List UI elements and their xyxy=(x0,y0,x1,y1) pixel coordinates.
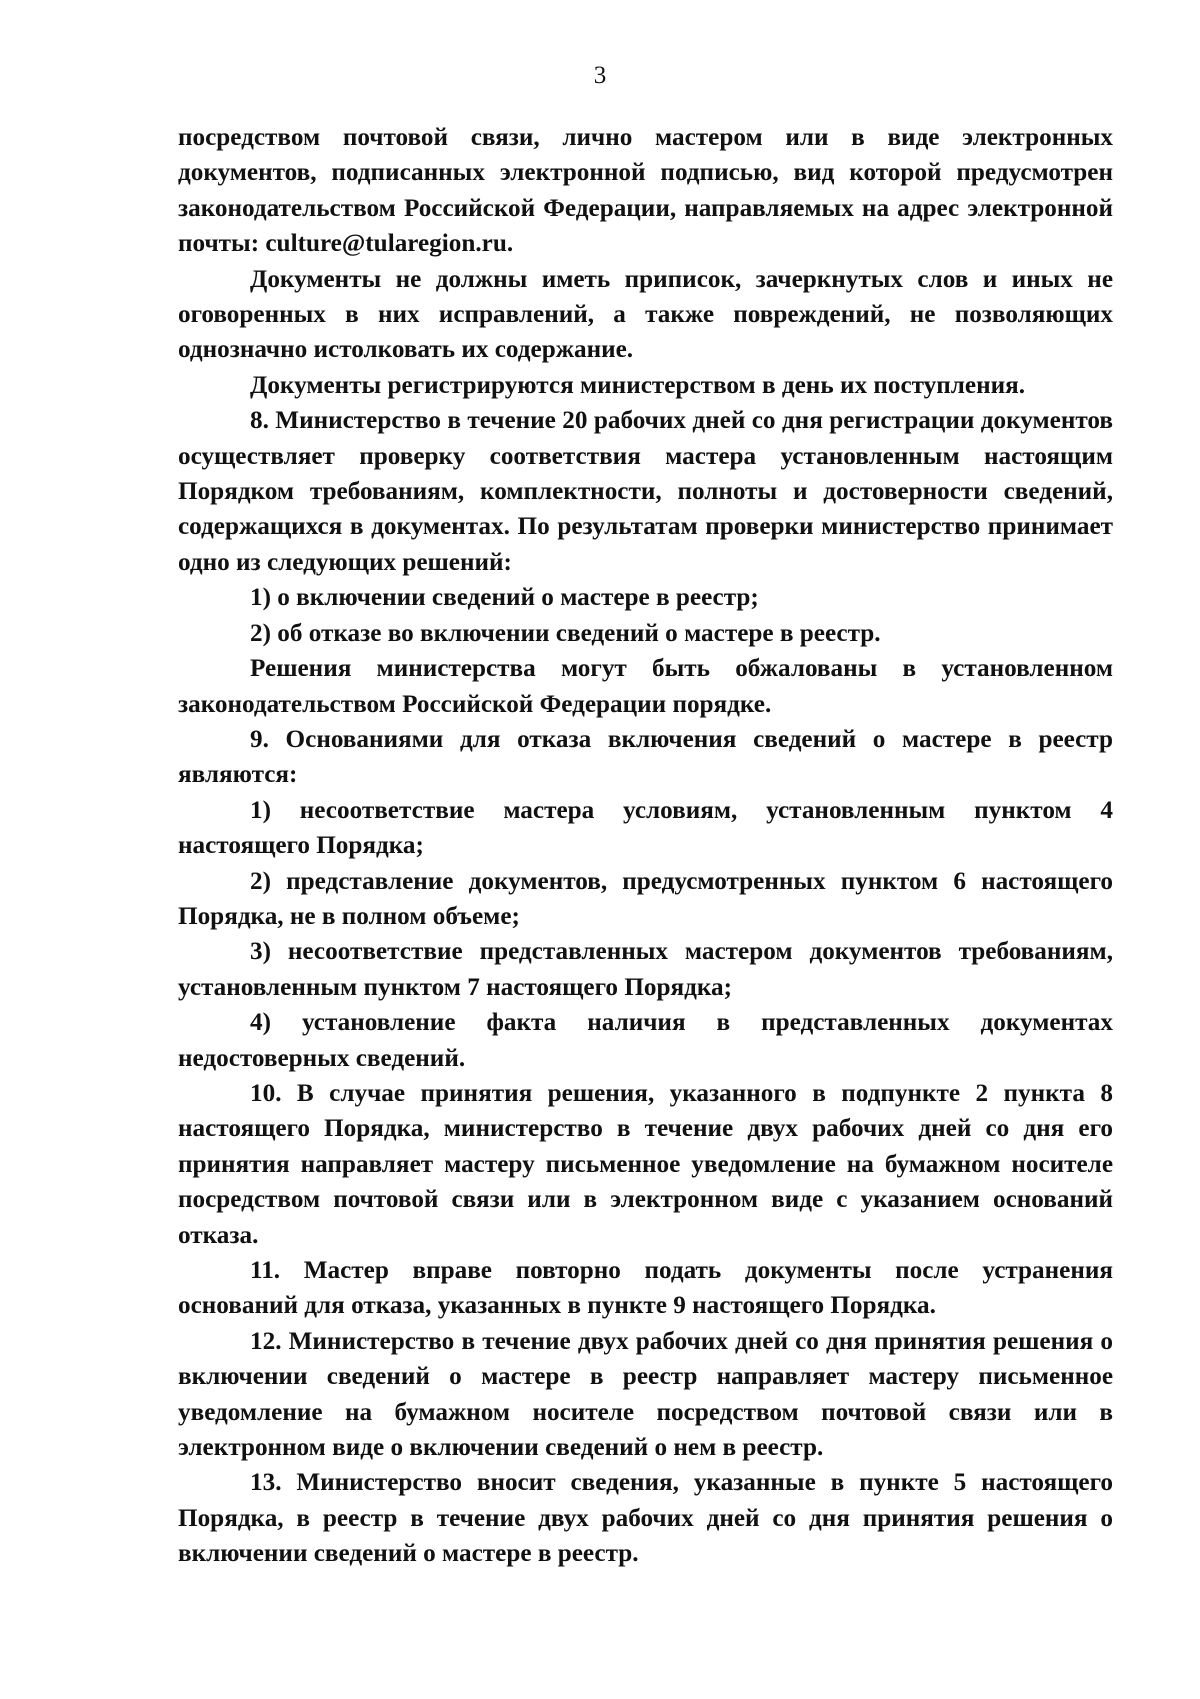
paragraph: 11. Мастер вправе повторно подать документы после устранения оснований для отказа, указанных в пункте 9 настоящего Порядка. xyxy=(178,1257,1113,1320)
paragraph: 13. Министерство вносит сведения, указанные в пункте 5 настоящего Порядка, в реестр в течение двух рабочих дней со дня принятия решения о включении сведений о мастере в реестр. xyxy=(178,1469,1113,1568)
paragraph: Документы не должны иметь приписок, зачеркнутых слов и иных не оговоренных в них исправлений, а также повреждений, не позволяющих однозначно истолковать их содержание. xyxy=(178,265,1113,364)
paragraph: 3) несоответствие представленных мастером документов требованиям, установленным пунктом 7 настоящего Порядка; xyxy=(178,938,1113,1001)
paragraph: Решения министерства могут быть обжалованы в установленном законодательством Российской Федерации порядке. xyxy=(178,655,1113,718)
paragraph: 9. Основаниями для отказа включения сведений о мастере в реестр являются: xyxy=(178,725,1113,789)
paragraph: 2) об отказе во включении сведений о мастере в реестр. xyxy=(250,619,881,647)
paragraph: Документы регистрируются министерством в день их поступления. xyxy=(250,371,1026,399)
paragraph: 8. Министерство в течение 20 рабочих дней со дня регистрации документов осуществляет проверку соответствия мастера установленным настоящим Порядком требованиям, комплектности, полноты и достоверности сведений, содержащихся в документах. По результатам проверки министерство принимает одно из следующих решений: xyxy=(178,407,1113,576)
document-body xyxy=(178,120,1113,1572)
paragraph: 4) установление факта наличия в представленных документах недостоверных сведений. xyxy=(178,1009,1113,1072)
paragraph: 2) представление документов, предусмотренных пунктом 6 настоящего Порядка, не в полном объеме; xyxy=(178,867,1113,930)
paragraph: 1) несоответствие мастера условиям, установленным пунктом 4 настоящего Порядка; xyxy=(178,796,1113,860)
paragraph: 10. В случае принятия решения, указанного в подпункте 2 пункта 8 настоящего Порядка, министерство в течение двух рабочих дней со дня его принятия направляет мастеру письменное уведомление на бумажном носителе посредством почтовой связи или в электронном виде с указанием оснований отказа. xyxy=(178,1079,1113,1249)
paragraph: 12. Министерство в течение двух рабочих дней со дня принятия решения о включении сведений о мастере в реестр направляет мастеру письменное уведомление на бумажном носителе посредством почтовой связи или в электронном виде о включении сведений о нем в реестр. xyxy=(178,1327,1113,1462)
paragraph: 1) о включении сведений о мастере в реестр; xyxy=(250,584,759,612)
page-number: 3 xyxy=(593,62,607,89)
paragraph: посредством почтовой связи, лично мастером или в виде электронных документов, подписанных электронной подписью, вид которой предусмотрен законодательством Российской Федерации, направляемых на адрес электронной почты: culture@tularegion.ru. xyxy=(178,124,1113,258)
